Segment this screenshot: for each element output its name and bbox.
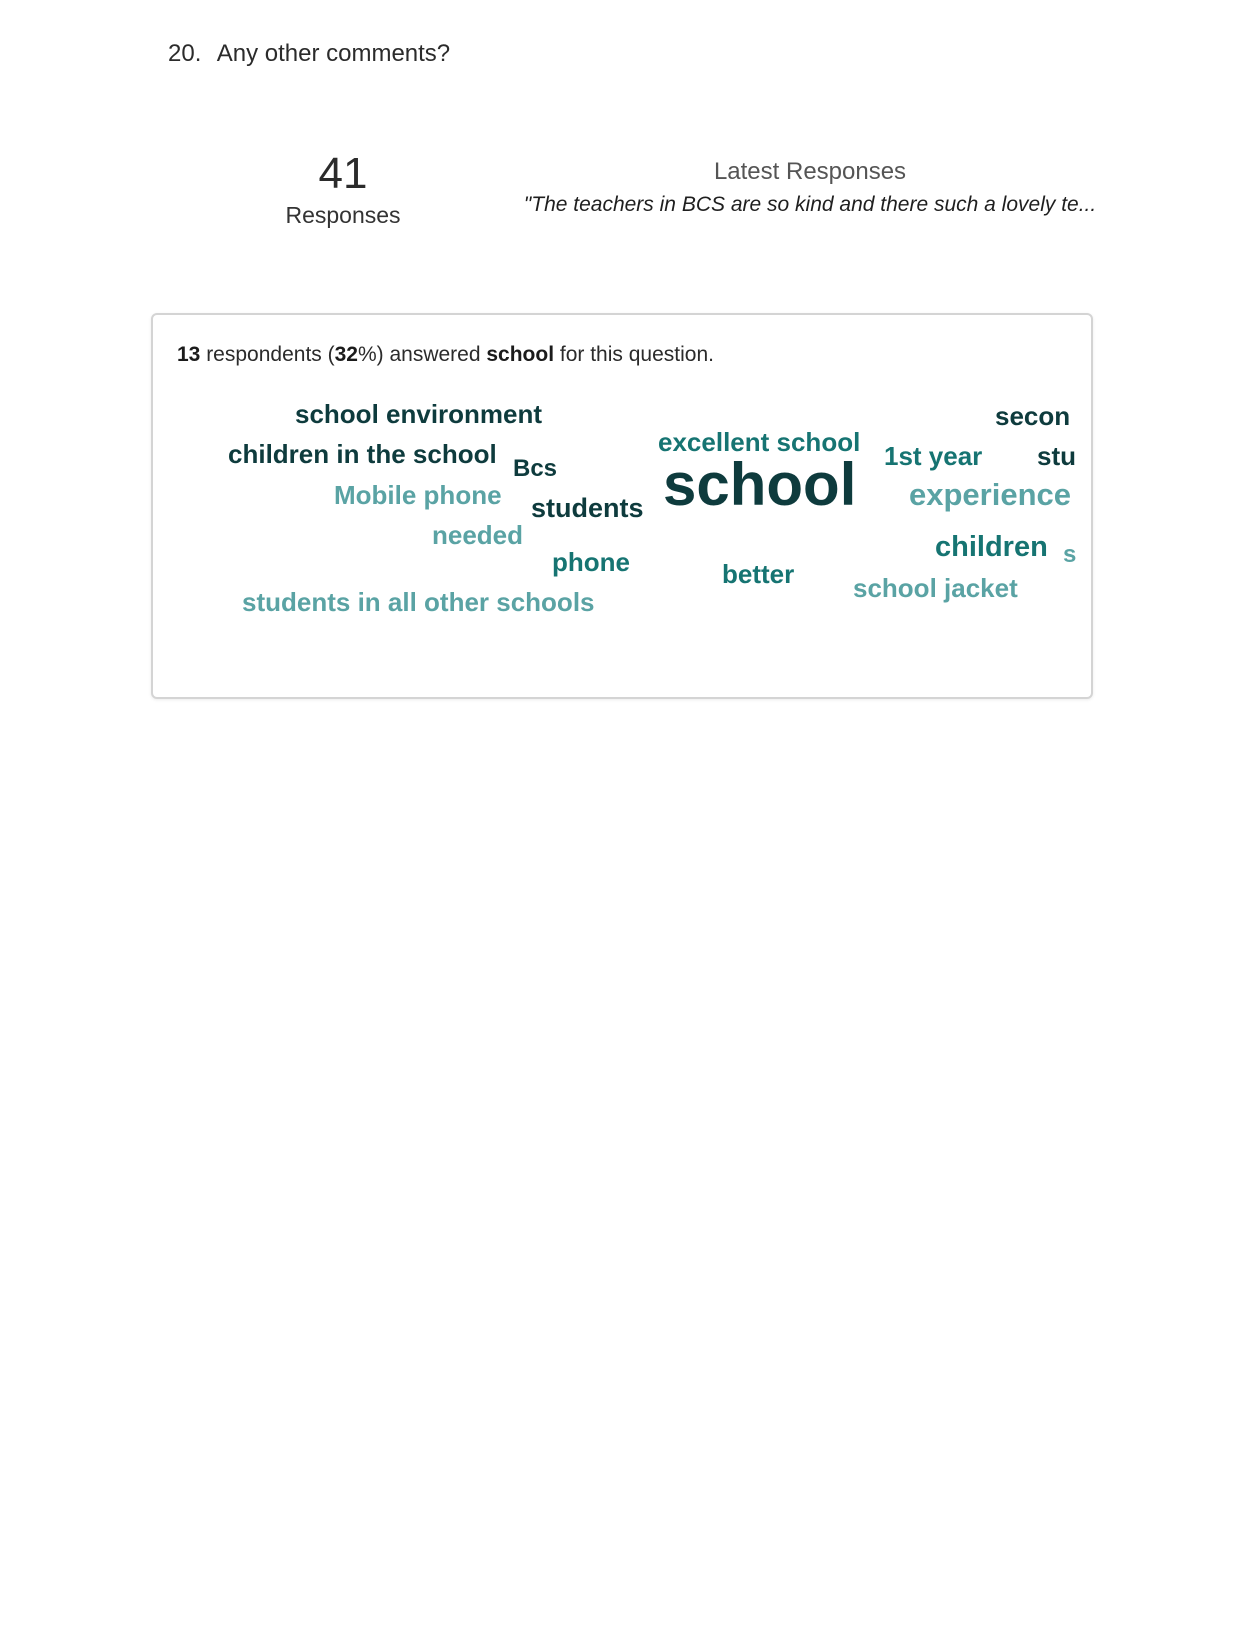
- word-cloud-stat: [177, 343, 714, 367]
- cloud-word[interactable]: Bcs: [513, 455, 558, 482]
- respondent-percent: 32: [334, 343, 358, 366]
- question-text: Any other comments?: [216, 40, 451, 67]
- cloud-word[interactable]: students: [531, 493, 644, 523]
- latest-response-quote[interactable]: "The teachers in BCS are so kind and there such a lovely te...: [523, 193, 1097, 216]
- response-count-label: Responses: [285, 202, 401, 228]
- cloud-word[interactable]: experience: [909, 477, 1071, 512]
- cloud-word[interactable]: needed: [432, 520, 524, 550]
- cloud-word[interactable]: secon: [995, 401, 1071, 431]
- stat-text-1: respondents (: [200, 343, 335, 366]
- cloud-word[interactable]: stu: [1037, 441, 1076, 471]
- cloud-word[interactable]: phone: [552, 547, 630, 577]
- cloud-word[interactable]: school: [663, 451, 857, 518]
- word-cloud: [153, 315, 1077, 697]
- response-count: 41: [318, 149, 368, 198]
- stat-text-3: for this question.: [554, 343, 714, 366]
- response-count-summary: [243, 148, 443, 230]
- question-number: 20.: [168, 40, 202, 67]
- latest-responses[interactable]: [520, 156, 1100, 222]
- cloud-word[interactable]: children: [935, 531, 1048, 563]
- cloud-word[interactable]: school environment: [295, 399, 543, 429]
- stat-text-2: %) answered: [357, 343, 487, 366]
- latest-responses-title: Latest Responses: [713, 158, 907, 185]
- cloud-word[interactable]: Mobile phone: [334, 480, 502, 510]
- word-cloud-card: [151, 313, 1093, 699]
- cloud-word[interactable]: 1st year: [884, 441, 983, 471]
- selected-word: school: [486, 343, 555, 366]
- cloud-word[interactable]: excellent school: [658, 427, 861, 457]
- cloud-word[interactable]: children in the school: [228, 439, 497, 469]
- cloud-word[interactable]: school jacket: [853, 573, 1018, 603]
- respondent-count: 13: [177, 343, 201, 366]
- cloud-word[interactable]: s: [1063, 541, 1077, 568]
- cloud-word[interactable]: students in all other schools: [242, 587, 595, 617]
- question-title: [168, 40, 450, 68]
- cloud-word[interactable]: better: [722, 559, 795, 589]
